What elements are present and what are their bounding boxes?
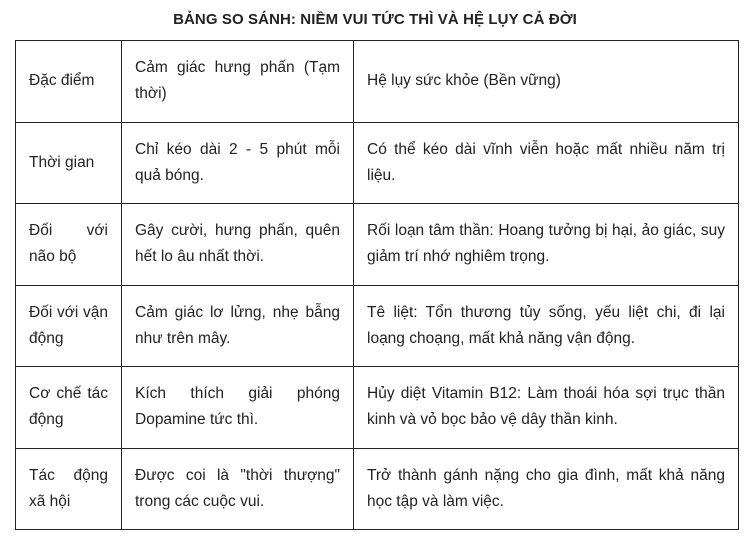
feature-cell: Cơ chế tác động (16, 367, 122, 449)
feature-cell: Đặc điểm (16, 41, 122, 123)
consequence-cell: Có thể kéo dài vĩnh viễn hoặc mất nhiều năm trị liệu. (354, 122, 739, 204)
feature-cell: Đối với não bộ (16, 204, 122, 286)
feature-cell: Đối với vận động (16, 285, 122, 367)
table-row (16, 41, 739, 123)
table-row (16, 448, 739, 530)
comparison-table (15, 40, 739, 530)
consequence-cell: Hủy diệt Vitamin B12: Làm thoái hóa sợi trục thần kinh và vỏ bọc bảo vệ dây thần kinh. (354, 367, 739, 449)
consequence-cell: Rối loạn tâm thần: Hoang tưởng bị hại, ảo giác, suy giảm trí nhớ nghiêm trọng. (354, 204, 739, 286)
euphoria-cell: Cảm giác hưng phấn (Tạm thời) (122, 41, 354, 123)
table-title: BẢNG SO SÁNH: NIỀM VUI TỨC THÌ VÀ HỆ LỤY CẢ ĐỜI (173, 11, 577, 28)
table-row (16, 285, 739, 367)
table-row (16, 204, 739, 286)
consequence-cell: Hệ lụy sức khỏe (Bền vững) (354, 41, 739, 123)
table-row (16, 122, 739, 204)
feature-cell: Tác động xã hội (16, 448, 122, 530)
euphoria-cell: Kích thích giải phóng Dopamine tức thì. (122, 367, 354, 449)
euphoria-cell: Cảm giác lơ lửng, nhẹ bẫng như trên mây. (122, 285, 354, 367)
consequence-cell: Trở thành gánh nặng cho gia đình, mất khả năng học tập và làm việc. (354, 448, 739, 530)
euphoria-cell: Gây cười, hưng phấn, quên hết lo âu nhất thời. (122, 204, 354, 286)
euphoria-cell: Được coi là "thời thượng" trong các cuộc vui. (122, 448, 354, 530)
euphoria-cell: Chỉ kéo dài 2 - 5 phút mỗi quả bóng. (122, 122, 354, 204)
consequence-cell: Tê liệt: Tổn thương tủy sống, yếu liệt chi, đi lại loạng choạng, mất khả năng vận động. (354, 285, 739, 367)
table-row (16, 367, 739, 449)
feature-cell: Thời gian (16, 122, 122, 204)
